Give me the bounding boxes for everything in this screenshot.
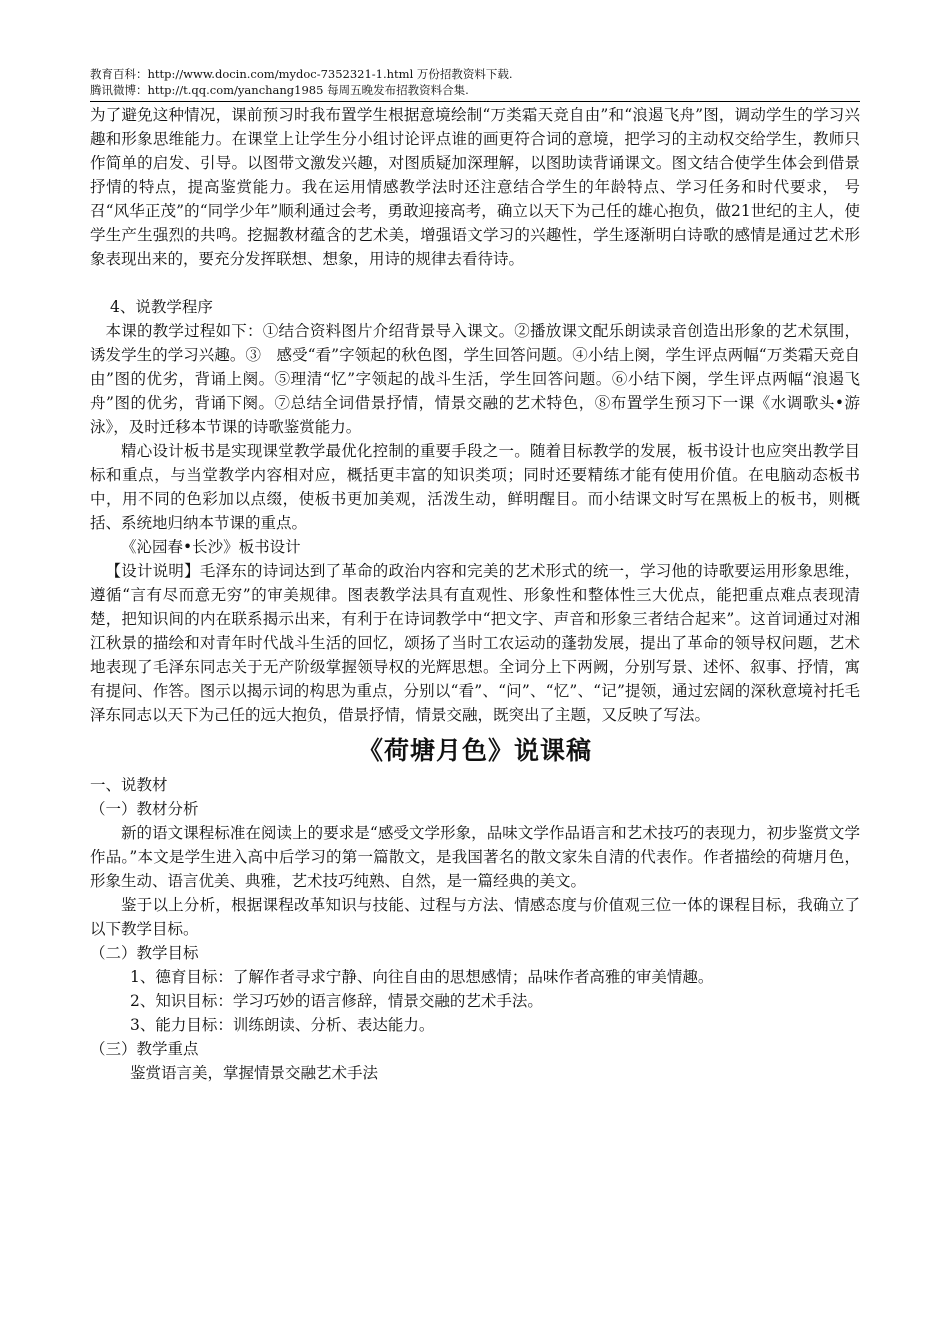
lesson-title: 《荷塘月色》说课稿 [357,736,592,765]
goal-item-knowledge: 2、知识目标：学习巧妙的语言修辞，情景交融的艺术手法。 [130,992,543,1010]
page-header [90,66,860,98]
paragraph-blackboard: 精心设计板书是实现课堂教学最优化控制的重要手段之一。随着目标教学的发展，板书设计也应突出教学目标和重点，与当堂教学内容相对应，概括更丰富的知识类项；同时还要精练才能有使用价值。在电脑动态板书中，用不同的色彩加以点缀，使板书更加美观，活泼生动，鲜明醒目。而小结课文时写在黑板上的板书，则概括、系统地归纳本节课的重点。 [90,442,860,532]
goal-item-moral: 1、德育目标：了解作者寻求宁静、向往自由的思想感情；品味作者高雅的审美情趣。 [130,968,714,986]
paragraph-goals-intro: 鉴于以上分析，根据课程改革知识与技能、过程与方法、情感态度与价值观三位一体的课程目标，我确立了以下教学目标。 [90,896,860,938]
subheading-teaching-focus: （三）教学重点 [90,1040,199,1058]
blank-line [90,271,860,295]
paragraph-design-notes: 【设计说明】毛泽东的诗词达到了革命的政治内容和完美的艺术形式的统一，学习他的诗歌要运用形象思维，遵循“言有尽而意无穷”的审美规律。图表教学法具有直观性、形象性和整体性三大优点，能把重点难点表现清楚，把知识间的内在联系揭示出来，有利于在诗词教学中“把文字、声音和形象三者结合起来”。这首词通过对湘江秋景的描绘和对青年时代战斗生活的回忆，颂扬了当时工农运动的蓬勃发展，提出了革命的领导权问题，艺术地表现了毛泽东同志关于无产阶级掌握领导权的光辉思想。全词分上下两阙，分别写景、述怀、叙事、抒情，寓有提问、作答。图示以揭示词的构思为重点，分别以“看”、“问”、“忆”、“记”提领，通过宏阔的深秋意境衬托毛泽东同志以天下为己任的远大抱负，借景抒情，情景交融，既突出了主题，又反映了写法。 [90,562,860,724]
paragraph-methods: 为了避免这种情况，课前预习时我布置学生根据意境绘制“万类霜天竞自由”和“浪遏飞舟”图，调动学生的学习兴趣和形象思维能力。在课堂上让学生分小组讨论评点谁的画更符合词的意境，把学习的主动权交给学生，教师只作简单的启发、引导。以图带文激发兴趣，对图质疑加深理解，以图助读背诵课文。图文结合使学生体会到借景抒情的特点，提高鉴赏能力。我在运用情感教学法时还注意结合学生的年龄特点、学习任务和时代要求， 号召“风华正茂”的“同学少年”顺利通过会考，勇敢迎接高考，确立以天下为己任的雄心抱负，做21世纪的主人，使学生产生强烈的共鸣。挖掘教材蕴含的艺术美，增强语文学习的兴趣性，学生逐渐明白诗歌的感情是通过艺术形象表现出来的，要充分发挥联想、想象，用诗的规律去看待诗。 [90,106,860,268]
header-divider [90,101,860,102]
section-heading-teaching-procedure: 4、说教学程序 [110,298,213,316]
paragraph-curriculum: 新的语文课程标准在阅读上的要求是“感受文学形象，品味文学作品语言和艺术技巧的表现力，初步鉴赏文学作品。”本文是学生进入高中后学习的第一篇散文，是我国著名的散文家朱自清的代表作。作者描绘的荷塘月色，形象生动、语言优美、典雅，艺术技巧纯熟、自然，是一篇经典的美文。 [90,824,860,890]
header-line-weibo: 腾讯微博：http://t.qq.com/yanchang1985 每周五晚发布招教资料合集. [90,83,469,97]
section-heading-textbook: 一、说教材 [90,776,168,794]
goal-item-ability: 3、能力目标：训练朗读、分析、表达能力。 [130,1016,435,1034]
subheading-teaching-goals: （二）教学目标 [90,944,199,962]
subheading-material-analysis: （一）教材分析 [90,800,199,818]
document-body [90,103,860,1085]
header-line-docin: 教育百科：http://www.docin.com/mydoc-7352321-1.html 万份招教资料下载. [90,67,513,81]
paragraph-procedure: 本课的教学过程如下：①结合资料图片介绍背景导入课文。②播放课文配乐朗读录音创造出形象的艺术氛围，诱发学生的学习兴趣。③ 感受“看”字领起的秋色图，学生回答问题。④小结上阕，学生评点两幅“万类霜天竞自由”图的优劣，背诵上阕。⑤理清“忆”字领起的战斗生活，学生回答问题。⑥小结下阕，学生评点两幅“浪遏飞舟”图的优劣，背诵下阕。⑦总结全词借景抒情，情景交融的艺术特色，⑧布置学生预习下一课《水调歌头•游泳》，及时迁移本节课的诗歌鉴赏能力。 [90,322,860,436]
board-design-title: 《沁园春•长沙》板书设计 [121,538,301,556]
teaching-focus-text: 鉴赏语言美，掌握情景交融艺术手法 [130,1064,379,1082]
